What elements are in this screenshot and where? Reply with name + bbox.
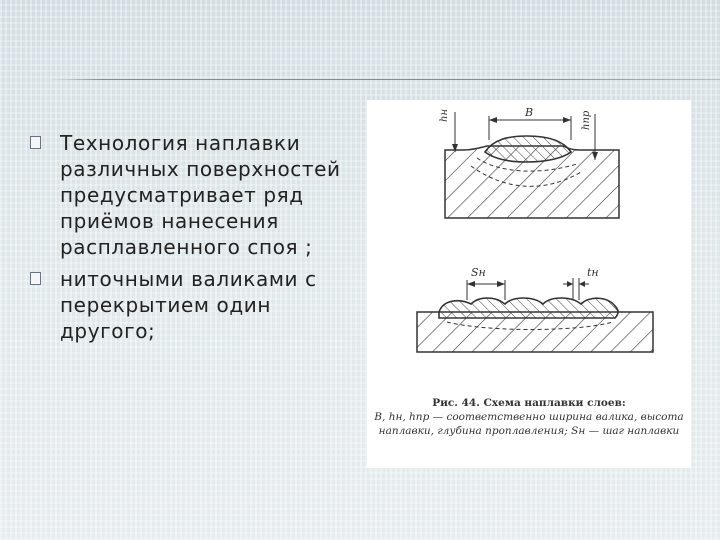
bullet-item [30,130,350,260]
figure-caption [367,396,691,438]
weld-diagram [367,100,691,400]
bullet-text: Технология наплавки различных поверхностей предусматривает ряд приёмов нанесения расплавленного споя ; [60,131,341,259]
label-h-pr: hпр [581,110,592,130]
overlapping-beads-diagram [417,278,653,352]
caption-title: Рис. 44. Схема наплавки слоев: [432,397,626,409]
caption-line: B, hн, hпр — соответственно ширина валика, высота [374,411,684,423]
label-b: B [525,106,534,119]
single-bead-diagram [445,112,619,218]
label-s-n: Sн [471,266,486,279]
square-bullet-icon [30,272,41,285]
bullet-item [30,266,350,344]
title-divider-line [50,79,720,80]
caption-line: наплавки, глубина проплавления; Sн — шаг наплавки [378,425,680,437]
square-bullet-icon [30,136,41,149]
bullet-list [30,130,350,350]
bullet-text: ниточными валиками с перекрытием один другого; [60,267,317,343]
label-t-n: tн [587,266,599,279]
weld-deposition-figure [367,100,691,468]
label-h-n: hн [439,108,450,122]
